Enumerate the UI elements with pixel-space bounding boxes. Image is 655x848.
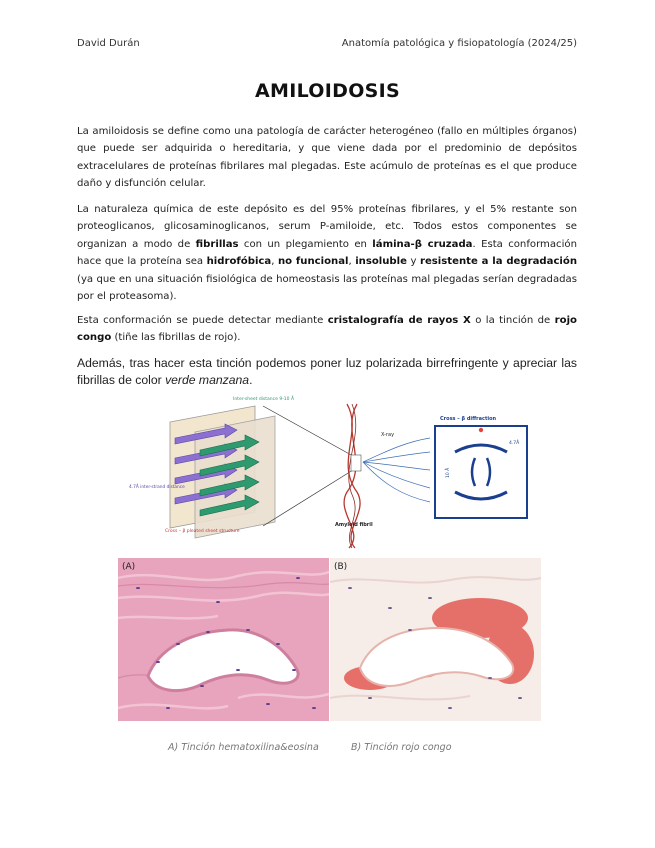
text-segment: , bbox=[271, 256, 278, 268]
label-intersheet: 4.7Å inter-strand distance bbox=[129, 485, 185, 490]
fibril-highlight bbox=[351, 455, 361, 471]
text-segment: . bbox=[249, 373, 253, 387]
xray-beams bbox=[363, 438, 430, 502]
caption-congo: B) Tinción rojo congo bbox=[351, 742, 452, 753]
bold-term-no-funcional: no funcional bbox=[277, 256, 349, 268]
text-segment: La naturaleza química de este depósito es del 95% proteínas fibrilares, y el 5% restante son proteoglicanos, glicosaminoglicanos, serum P-amiloide, etc. Todos estos componentes se organizan a modo de bbox=[77, 204, 577, 250]
text-segment: o la tinción de bbox=[470, 315, 555, 326]
label-diffraction: Cross – β diffraction bbox=[440, 416, 497, 422]
header-author: David Durán bbox=[77, 38, 140, 49]
panel-label-a: (A) bbox=[122, 562, 136, 572]
text-segment: (tiñe las fibrillas de rojo). bbox=[111, 332, 241, 344]
paragraph-detection bbox=[77, 312, 577, 347]
bold-term-hidrofobica: hidrofóbica bbox=[206, 256, 272, 268]
text-segment: Esta conformación se puede detectar mediante bbox=[77, 315, 328, 326]
text-segment: Además, tras hacer esta tinción podemos poner luz polarizada birrefringente y apreciar las fibrillas de color bbox=[77, 356, 577, 387]
cross-beta-diagram bbox=[125, 392, 535, 552]
label-structure: Cross – β pleated sheet structure bbox=[165, 529, 240, 534]
text-segment: , bbox=[348, 256, 356, 268]
bold-term-congo: rojo congo bbox=[77, 315, 577, 344]
label-xray: X-ray bbox=[381, 432, 395, 438]
text-segment: (ya que en una situación fisiológica de homeostasis las proteínas mal plegadas serían degradadas por el proteasoma). bbox=[77, 273, 577, 303]
paragraph-composition bbox=[77, 201, 577, 305]
congo-image bbox=[330, 558, 541, 721]
label-interstrand: Inter-sheet distance 9-10 Å bbox=[233, 397, 295, 402]
bold-term-lamina: lámina-β cruzada bbox=[372, 238, 473, 250]
text-segment: con un plegamiento en bbox=[238, 238, 373, 250]
diffraction-spot-top bbox=[479, 428, 483, 432]
header-course: Anatomía patológica y fisiopatología (2024/25) bbox=[341, 38, 577, 49]
bold-term-xray: cristalografía de rayos X bbox=[327, 315, 471, 326]
label-47: 4.7Å bbox=[509, 441, 520, 446]
page-title: AMILOIDOSIS bbox=[255, 80, 400, 102]
histology-panel-he bbox=[118, 558, 329, 721]
he-image bbox=[118, 558, 329, 721]
histology-panel-congo bbox=[330, 558, 541, 721]
projection-line-top bbox=[263, 406, 353, 456]
bold-term-fibrillas: fibrillas bbox=[195, 238, 239, 250]
text-segment: . Esta conformación hace que la proteína sea bbox=[77, 238, 577, 268]
paragraph-polarized bbox=[77, 355, 577, 389]
label-fibril: Amyloid fibril bbox=[335, 522, 373, 528]
panel-label-b: (B) bbox=[334, 562, 348, 572]
projection-line-bottom bbox=[263, 470, 353, 526]
italic-term-verde: verde manzana bbox=[165, 373, 250, 387]
paragraph-definition: La amiloidosis se define como una patología de carácter heterogéneo (fallo en múltiples órganos) que puede ser adquirida o hereditaria, y que viene dada por el predominio de depósitos extracelulares de proteínas fibrilares mal plegadas. Este acúmulo de proteínas es el que produce daño y disfunción celular. bbox=[77, 126, 577, 190]
caption-he: A) Tinción hematoxilina&eosina bbox=[168, 742, 319, 753]
bold-term-insoluble: insoluble bbox=[355, 256, 407, 268]
label-10: 10 Å bbox=[446, 467, 451, 478]
text-segment: y bbox=[406, 256, 420, 268]
bold-term-resistente: resistente a la degradación bbox=[419, 256, 578, 268]
